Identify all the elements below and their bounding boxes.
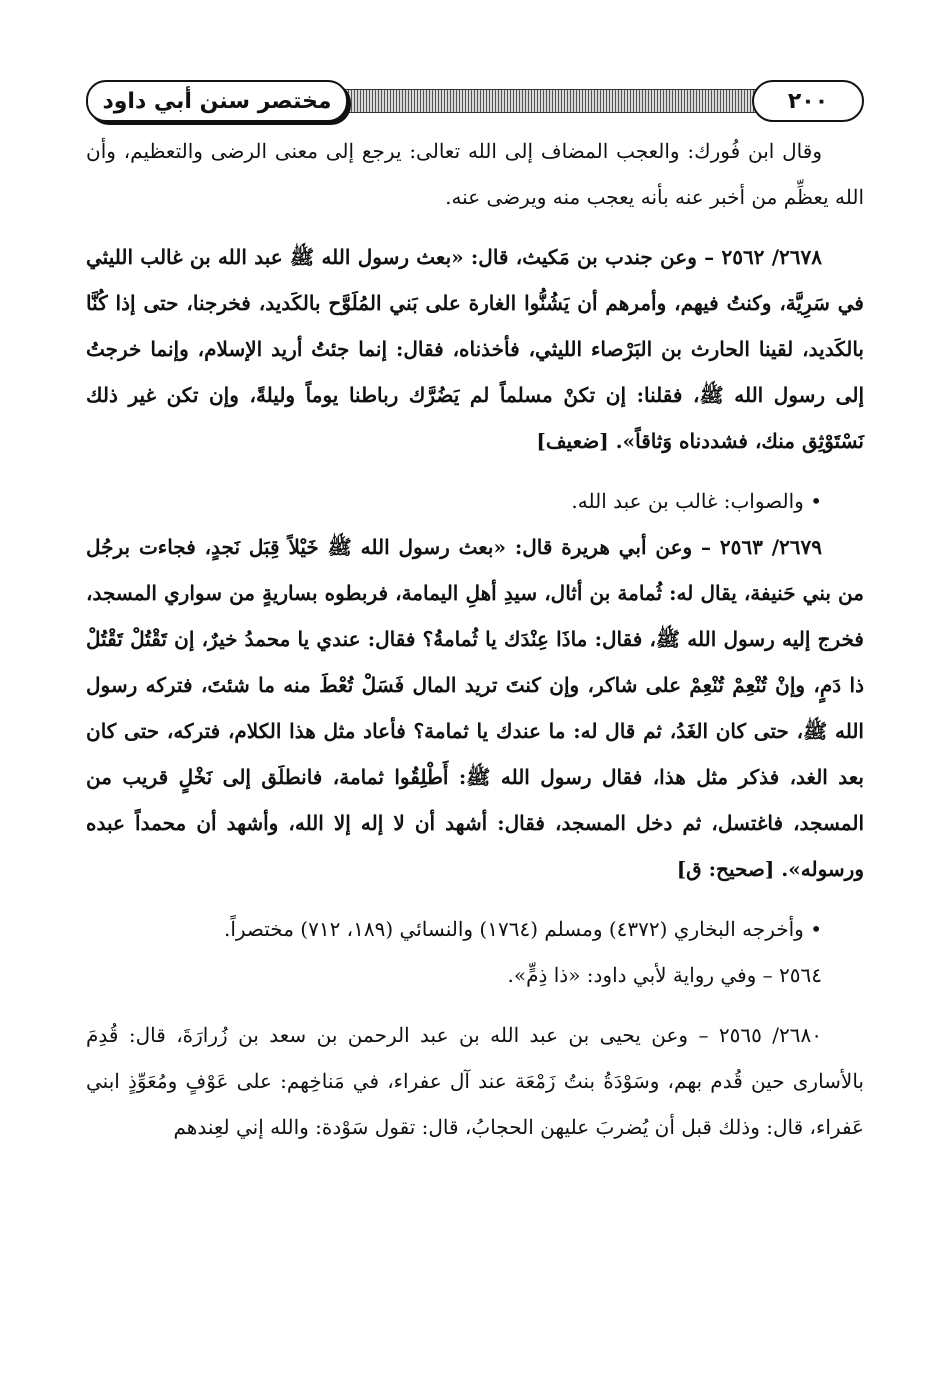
header-decorative-bar [336, 89, 764, 113]
hadith-2680: ٢٦٨٠/ ٢٥٦٥ – وعن يحيى بن عبد الله بن عبد الرحمن بن سعد بن زُرارَةَ، قال: قُدِمَ بالأسارى حين قُدم بهم، وسَوْدَةُ بنتُ زَمْعَة عند آل عفراء، في مَناخِهم: على عَوْفٍ ومُعَوِّذٍ ابني عَفراء، قال: وذلك قبل أن يُضربَ عليهن الحجابُ، قال: تقول سَوْدة: والله إني لعِندهم [86, 1023, 865, 1139]
hadith-2679: ٢٦٧٩/ ٢٥٦٣ – وعن أبي هريرة قال: «بعث رسول الله ﷺ خَيْلاً قِبَل نَجدٍ، فجاءت برجُل من بني حَنيفة، يقال له: ثُمامة بن أثال، سيدِ أهلِ اليمامة، فربطوه بساريةٍ من سواري المسجد، فخرج إليه رسول الله ﷺ، فقال: ماذَا عِنْدَك يا ثُمامةُ؟ فقال: عندي يا محمدُ خيرٌ، إن تَقْتُلْ تَقْتُلْ ذا دَمٍ، وإنْ تُنْعِمْ تُنْعِمْ على شاكر، وإن كنتَ تريد المال فَسَلْ تُعْطَ منه ما شئتَ، فتركه رسول الله ﷺ، حتى كان الغَدُ، ثم قال له: ما عندك يا ثمامة؟ فأعاد مثل هذا الكلام، فتركه، حتى كان بعد الغد، فذكر مثل هذا، فقال رسول الله ﷺ: أَطْلِقُوا ثمامة، فانطلَق إلى نَخْلٍ قريب من المسجد، فاغتسل، ثم دخل المسجد، فقال: أشهد أن لا إله إلا الله، وأشهد أن محمداً عبده ورسوله». [صحيح: ق] [86, 535, 864, 881]
page-number-frame [752, 80, 864, 122]
note-correction: • والصواب: غالب بن عبد الله. [571, 489, 822, 513]
page-number: ٢٠٠ [787, 88, 829, 114]
running-header [86, 78, 864, 124]
hadith-2564-variant: ٢٥٦٤ – وفي رواية لأبي داود: «ذا ذِمٍّ». [507, 963, 822, 987]
note-takhrij: • وأخرجه البخاري (٤٣٧٢) ومسلم (١٧٦٤) والنسائي (١٨٩، ٧١٢) مختصراً. [223, 917, 822, 941]
page-body [86, 128, 864, 1150]
book-title-frame [86, 80, 348, 122]
hadith-2678: ٢٦٧٨/ ٢٥٦٢ – وعن جندب بن مَكيث، قال: «بعث رسول الله ﷺ عبد الله بن غالب الليثي في سَرِيَّة، وكنتُ فيهم، وأمرهم أن يَشُنُّوا الغارة على بَني المُلَوَّح بالكَديد، فخرجنا، حتى إذا كُنَّا بالكَديد، لقينا الحارث بن البَرْصاء الليثي، فأخذناه، فقال: إنما جئتُ أريد الإسلام، وإنما خرجتُ إلى رسول الله ﷺ، فقلنا: إن تكنْ مسلماً لم يَضُرَّك رباطنا يوماً وليلةً، وإن تكن غير ذلك نَسْتَوْثِق منك، فشددناه وَثاقاً». [ضعيف] [86, 245, 864, 453]
paragraph-commentary-1: وقال ابن فُورك: والعجب المضاف إلى الله تعالى: يرجع إلى معنى الرضى والتعظيم، وأن الله يعظِّم من أخبر عنه بأنه يعجب منه ويرضى عنه. [86, 139, 864, 209]
book-title: مختصر سنن أبي داود [102, 88, 332, 114]
